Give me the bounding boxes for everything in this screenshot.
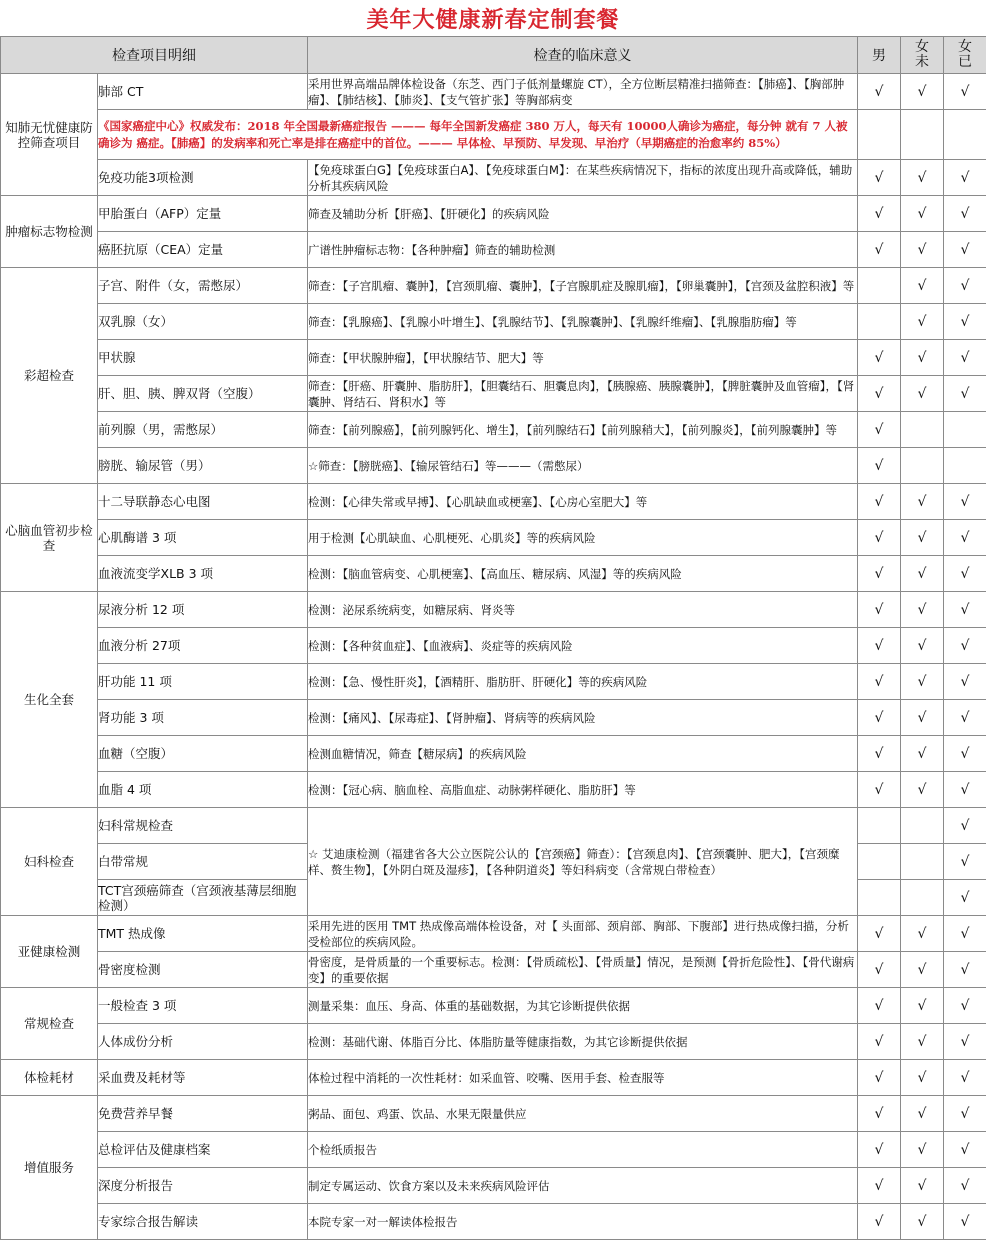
item-cell: 心肌酶谱 3 项 (98, 520, 308, 556)
table-row (1, 988, 986, 1024)
item-cell: TCT宫颈癌筛查（宫颈液基薄层细胞检测） (98, 880, 308, 916)
item-cell: 尿液分析 12 项 (98, 592, 308, 628)
male-check: √ (858, 196, 901, 232)
desc-cell: 检测：【急、慢性肝炎】，【酒精肝、脂肪肝、肝硬化】等的疾病风险 (308, 664, 858, 700)
female-married-check: √ (944, 1096, 986, 1132)
female-married-check: √ (944, 880, 986, 916)
desc-cell: ☆ 艾迪康检测（福建省各大公立医院公认的【宫颈癌】筛查）：【宫颈息肉】、【宫颈囊肿、肥大】，【宫颈糜样、赘生物】，【外阴白斑及湿疹】，【各种阴道炎】等妇科病变（含常规白带检查） (308, 808, 858, 916)
male-check: √ (858, 1060, 901, 1096)
item-cell: 白带常规 (98, 844, 308, 880)
item-cell: 甲胎蛋白（AFP）定量 (98, 196, 308, 232)
table-row (1, 1132, 986, 1168)
item-cell: 肺部 CT (98, 74, 308, 110)
desc-cell: 采用世界高端品牌体检设备（东芝、西门子低剂量螺旋 CT），全方位断层精准扫描筛查：【肺癌】、【胸部肿瘤】、【肺结核】、【肺炎】、【支气管扩张】等胸部病变 (308, 74, 858, 110)
male-check: √ (858, 1168, 901, 1204)
male-check: √ (858, 340, 901, 376)
male-check: √ (858, 74, 901, 110)
female-married-check: √ (944, 664, 986, 700)
female-unmarried-check: √ (901, 916, 944, 952)
header-female-unmarried (901, 37, 944, 74)
category-cell: 肿瘤标志物检测 (1, 196, 98, 268)
female-unmarried-check: √ (901, 1132, 944, 1168)
table-row (1, 448, 986, 484)
category-cell: 彩超检查 (1, 268, 98, 484)
female-unmarried-check: √ (901, 556, 944, 592)
female-unmarried-check: √ (901, 160, 944, 196)
female-married-check: √ (944, 772, 986, 808)
female-unmarried-check: √ (901, 592, 944, 628)
male-check: √ (858, 988, 901, 1024)
female-married-check (944, 110, 986, 160)
item-cell: 双乳腺（女） (98, 304, 308, 340)
item-cell: 癌胚抗原（CEA）定量 (98, 232, 308, 268)
female-unmarried-check: √ (901, 304, 944, 340)
desc-cell: 检测血糖情况，筛查【糖尿病】的疾病风险 (308, 736, 858, 772)
male-check: √ (858, 484, 901, 520)
male-check: √ (858, 376, 901, 412)
desc-cell: 【免疫球蛋白G】【免疫球蛋白A】、【免疫球蛋白M】：在某些疾病情况下，指标的浓度出现升高或降低，辅助分析其疾病风险 (308, 160, 858, 196)
male-check (858, 880, 901, 916)
table-row (1, 808, 986, 844)
male-check: √ (858, 556, 901, 592)
female-married-check: √ (944, 232, 986, 268)
female-unmarried-check (901, 880, 944, 916)
male-check: √ (858, 736, 901, 772)
item-cell: 肝、胆、胰、脾双肾（空腹） (98, 376, 308, 412)
table-row (1, 160, 986, 196)
female-unmarried-check: √ (901, 1096, 944, 1132)
desc-cell: 本院专家一对一解读体检报告 (308, 1204, 858, 1240)
table-header-row (1, 37, 986, 74)
female-married-check: √ (944, 340, 986, 376)
female-married-check: √ (944, 1024, 986, 1060)
female-married-check: √ (944, 1204, 986, 1240)
male-check (858, 110, 901, 160)
female-unmarried-check: √ (901, 664, 944, 700)
female-unmarried-check: √ (901, 700, 944, 736)
female-unmarried-check: √ (901, 196, 944, 232)
male-check: √ (858, 520, 901, 556)
category-cell: 妇科检查 (1, 808, 98, 916)
desc-cell: 测量采集：血压、身高、体重的基础数据，为其它诊断提供依据 (308, 988, 858, 1024)
male-check: √ (858, 1024, 901, 1060)
female-unmarried-check: √ (901, 628, 944, 664)
table-row (1, 232, 986, 268)
item-cell: 血脂 4 项 (98, 772, 308, 808)
item-cell: 子宫、附件（女，需憋尿） (98, 268, 308, 304)
table-row (1, 556, 986, 592)
female-unmarried-check: √ (901, 520, 944, 556)
header-female-unmarried-1: 女 (915, 39, 929, 55)
item-cell: 免费营养早餐 (98, 1096, 308, 1132)
desc-cell: 筛查：【乳腺癌】、【乳腺小叶增生】、【乳腺结节】、【乳腺囊肿】、【乳腺纤维瘤】、【乳腺脂肪瘤】等 (308, 304, 858, 340)
desc-cell: 检测：泌尿系统病变，如糖尿病、肾炎等 (308, 592, 858, 628)
desc-cell: 粥品、面包、鸡蛋、饮品、水果无限量供应 (308, 1096, 858, 1132)
desc-cell: 个检纸质报告 (308, 1132, 858, 1168)
male-check: √ (858, 412, 901, 448)
table-row (1, 1060, 986, 1096)
female-married-check: √ (944, 628, 986, 664)
item-cell: 总检评估及健康档案 (98, 1132, 308, 1168)
male-check: √ (858, 952, 901, 988)
item-cell: 肝功能 11 项 (98, 664, 308, 700)
header-female-married (944, 37, 986, 74)
item-cell: 前列腺（男，需憋尿） (98, 412, 308, 448)
item-cell: TMT 热成像 (98, 916, 308, 952)
female-unmarried-check: √ (901, 1024, 944, 1060)
table-row (1, 916, 986, 952)
female-married-check: √ (944, 160, 986, 196)
female-unmarried-check (901, 110, 944, 160)
table-row (1, 74, 986, 110)
male-check: √ (858, 628, 901, 664)
desc-cell: 用于检测【心肌缺血、心肌梗死、心肌炎】等的疾病风险 (308, 520, 858, 556)
female-married-check: √ (944, 304, 986, 340)
male-check: √ (858, 664, 901, 700)
female-unmarried-check: √ (901, 1168, 944, 1204)
table-row (1, 1024, 986, 1060)
female-married-check: √ (944, 736, 986, 772)
male-check: √ (858, 1096, 901, 1132)
item-cell: 免疫功能3项检测 (98, 160, 308, 196)
table-row (1, 484, 986, 520)
desc-cell: 筛查：【前列腺癌】，【前列腺钙化、增生】，【前列腺结石】【前列腺稍大】，【前列腺炎】，【前列腺囊肿】等 (308, 412, 858, 448)
table-row (1, 952, 986, 988)
female-married-check: √ (944, 844, 986, 880)
female-married-check: √ (944, 376, 986, 412)
female-unmarried-check: √ (901, 74, 944, 110)
female-married-check: √ (944, 700, 986, 736)
female-married-check (944, 448, 986, 484)
category-cell: 生化全套 (1, 592, 98, 808)
desc-cell: 检测：基础代谢、体脂百分比、体脂肪量等健康指数，为其它诊断提供依据 (308, 1024, 858, 1060)
table-row (1, 628, 986, 664)
desc-cell: 筛查：【肝癌、肝囊肿、脂肪肝】，【胆囊结石、胆囊息肉】，【胰腺癌、胰腺囊肿】，【脾脏囊肿及血管瘤】，【肾囊肿、肾结石、肾积水】等 (308, 376, 858, 412)
desc-cell: 采用先进的医用 TMT 热成像高端体检设备，对【 头面部、颈肩部、胸部、下腹部】进行热成像扫描，分析受检部位的疾病风险。 (308, 916, 858, 952)
female-unmarried-check (901, 448, 944, 484)
item-cell: 骨密度检测 (98, 952, 308, 988)
female-unmarried-check: √ (901, 376, 944, 412)
table-row (1, 412, 986, 448)
female-unmarried-check: √ (901, 736, 944, 772)
header-female-unmarried-2: 未 (915, 54, 929, 70)
item-cell: 十二导联静态心电图 (98, 484, 308, 520)
male-check: √ (858, 772, 901, 808)
header-female-married-1: 女 (958, 39, 972, 55)
female-married-check: √ (944, 988, 986, 1024)
table-row (1, 340, 986, 376)
table-row (1, 1204, 986, 1240)
female-unmarried-check: √ (901, 988, 944, 1024)
female-married-check: √ (944, 808, 986, 844)
female-married-check: √ (944, 74, 986, 110)
desc-cell: 检测：【脑血管病变、心肌梗塞】、【高血压、糖尿病、风湿】等的疾病风险 (308, 556, 858, 592)
male-check: √ (858, 448, 901, 484)
female-married-check: √ (944, 196, 986, 232)
male-check (858, 268, 901, 304)
table-row (1, 1168, 986, 1204)
female-unmarried-check: √ (901, 340, 944, 376)
table-row (1, 520, 986, 556)
header-item-col: 检查项目明细 (1, 37, 308, 74)
table-row (1, 664, 986, 700)
female-unmarried-check: √ (901, 268, 944, 304)
table-row (1, 376, 986, 412)
table-row (1, 304, 986, 340)
desc-cell: 检测：【各种贫血症】、【血液病】、炎症等的疾病风险 (308, 628, 858, 664)
female-unmarried-check: √ (901, 772, 944, 808)
female-married-check: √ (944, 520, 986, 556)
table-row (1, 110, 986, 160)
desc-cell: 检测：【心律失常或早搏】、【心肌缺血或梗塞】、【心房心室肥大】等 (308, 484, 858, 520)
table-row (1, 772, 986, 808)
female-unmarried-check: √ (901, 484, 944, 520)
item-cell: 膀胱、输尿管（男） (98, 448, 308, 484)
cancer-notice: 《国家癌症中心》权威发布：2018 年全国最新癌症报告 ——— 每年全国新发癌症 380 万人，每天有 10000人确诊为癌症，每分钟 就有 7 人被确诊为 癌症。【肺癌】的发病率和死亡率是排在癌症中的首位。——— 早体检、早预防、早发现、早治疗（早期癌症的治愈率约 85%） (98, 110, 858, 160)
item-cell: 人体成份分析 (98, 1024, 308, 1060)
desc-cell: 骨密度，是骨质量的一个重要标志。检测：【骨质疏松】、【骨质量】情况，是预测【骨折危险性】、【骨代谢病变】的重要依据 (308, 952, 858, 988)
desc-cell: 筛查及辅助分析【肝癌】、【肝硬化】的疾病风险 (308, 196, 858, 232)
desc-cell: ☆筛查：【膀胱癌】、【输尿管结石】等———（需憋尿） (308, 448, 858, 484)
female-unmarried-check: √ (901, 1060, 944, 1096)
table-row (1, 736, 986, 772)
category-cell: 亚健康检测 (1, 916, 98, 988)
desc-cell: 制定专属运动、饮食方案以及未来疾病风险评估 (308, 1168, 858, 1204)
desc-cell: 检测：【痛风】、【尿毒症】、【肾肿瘤】、肾病等的疾病风险 (308, 700, 858, 736)
table-row (1, 592, 986, 628)
header-female-married-2: 已 (958, 54, 972, 70)
item-cell: 妇科常规检查 (98, 808, 308, 844)
male-check (858, 304, 901, 340)
table-row (1, 1096, 986, 1132)
item-cell: 甲状腺 (98, 340, 308, 376)
desc-cell: 筛查：【子宫肌瘤、囊肿】，【宫颈肌瘤、囊肿】，【子宫腺肌症及腺肌瘤】，【卵巢囊肿】，【宫颈及盆腔积液】等 (308, 268, 858, 304)
table-row (1, 700, 986, 736)
item-cell: 血糖（空腹） (98, 736, 308, 772)
desc-cell: 体检过程中消耗的一次性耗材：如采血管、咬嘴、医用手套、检查服等 (308, 1060, 858, 1096)
male-check: √ (858, 700, 901, 736)
item-cell: 血液流变学XLB 3 项 (98, 556, 308, 592)
female-unmarried-check: √ (901, 952, 944, 988)
female-married-check: √ (944, 952, 986, 988)
item-cell: 深度分析报告 (98, 1168, 308, 1204)
female-unmarried-check (901, 844, 944, 880)
page-title: 美年大健康新春定制套餐 (366, 6, 620, 33)
category-cell: 心脑血管初步检查 (1, 484, 98, 592)
table-row (1, 196, 986, 232)
female-married-check: √ (944, 916, 986, 952)
female-unmarried-check (901, 808, 944, 844)
female-unmarried-check: √ (901, 1204, 944, 1240)
male-check: √ (858, 916, 901, 952)
male-check: √ (858, 1132, 901, 1168)
package-table (0, 36, 986, 1240)
category-cell: 体检耗材 (1, 1060, 98, 1096)
desc-cell: 广谱性肿瘤标志物：【各种肿瘤】筛查的辅助检测 (308, 232, 858, 268)
desc-cell: 筛查：【甲状腺肿瘤】，【甲状腺结节、肥大】等 (308, 340, 858, 376)
table-row (1, 268, 986, 304)
female-married-check: √ (944, 268, 986, 304)
category-cell: 常规检查 (1, 988, 98, 1060)
item-cell: 采血费及耗材等 (98, 1060, 308, 1096)
female-unmarried-check: √ (901, 232, 944, 268)
category-cell: 增值服务 (1, 1096, 98, 1240)
male-check (858, 844, 901, 880)
female-married-check: √ (944, 484, 986, 520)
male-check: √ (858, 232, 901, 268)
category-cell: 知肺无忧健康防控筛查项目 (1, 74, 98, 196)
header-male: 男 (858, 37, 901, 74)
item-cell: 专家综合报告解读 (98, 1204, 308, 1240)
female-married-check: √ (944, 1060, 986, 1096)
female-married-check: √ (944, 592, 986, 628)
female-married-check: √ (944, 1132, 986, 1168)
header-desc-col: 检查的临床意义 (308, 37, 858, 74)
item-cell: 血液分析 27项 (98, 628, 308, 664)
female-married-check: √ (944, 1168, 986, 1204)
male-check: √ (858, 160, 901, 196)
item-cell: 肾功能 3 项 (98, 700, 308, 736)
item-cell: 一般检查 3 项 (98, 988, 308, 1024)
male-check: √ (858, 1204, 901, 1240)
male-check: √ (858, 592, 901, 628)
desc-cell: 检测：【冠心病、脑血栓、高脂血症、动脉粥样硬化、脂肪肝】等 (308, 772, 858, 808)
female-unmarried-check (901, 412, 944, 448)
female-married-check: √ (944, 556, 986, 592)
male-check (858, 808, 901, 844)
female-married-check (944, 412, 986, 448)
